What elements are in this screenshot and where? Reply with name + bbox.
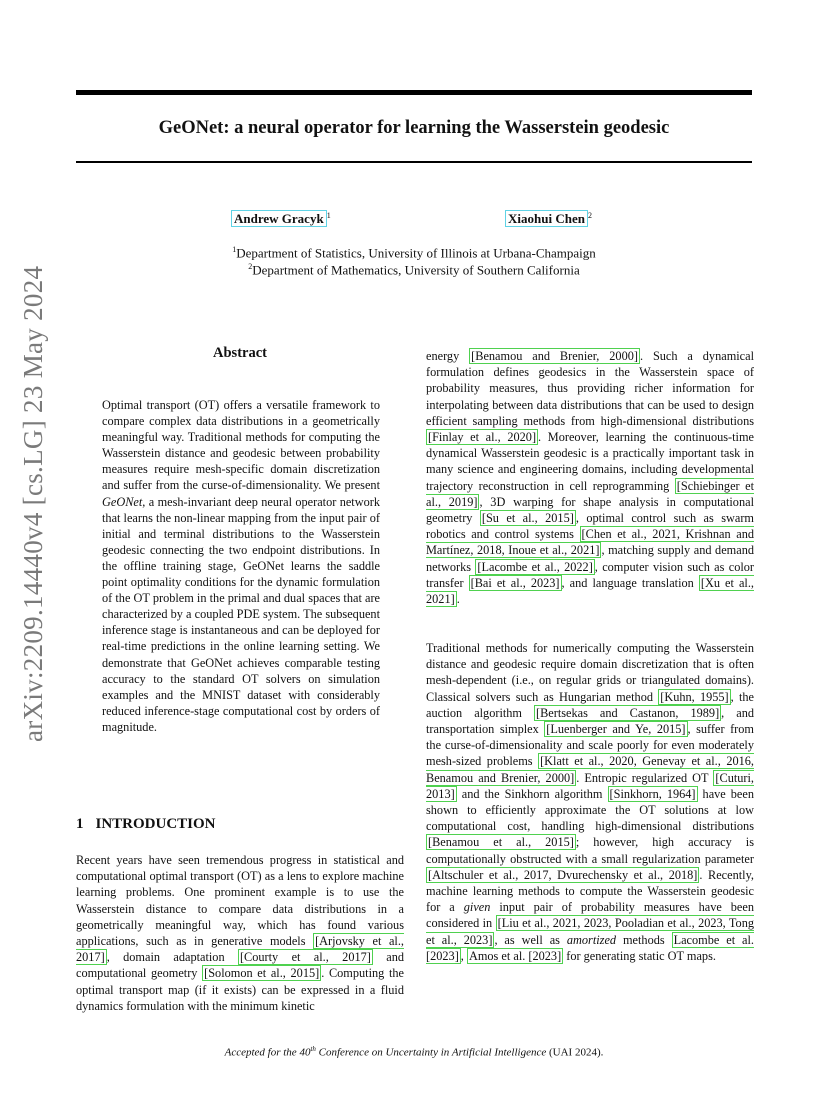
- citation-link[interactable]: [Xu et al., 2021]: [426, 575, 755, 607]
- citation-link[interactable]: [Bertsekas and Castanon, 1989]: [536, 705, 720, 720]
- intro-left-paragraph: Recent years have seen tremendous progress in statistical and computational optimal transport (OT) as a lens to explore machine learning problems. One prominent example is to use the Wasserstein distance to compare data distributions in a geometrically meaningful way, which has found various applications, such as in generative models [Arjovsky et al., 2017] , domain adaptation [Courty et al., 2017] and computational geometry [Solomon et al., 2015] . Computing the optimal transport map (if it exists) can be expressed in a fluid dynamics formulation with the minimum kinetic: [76, 853, 404, 1013]
- citation-link[interactable]: [Liu et al., 2021, 2023, Pooladian et al., 2023, Tong et al., 2023]: [426, 916, 754, 947]
- intro-right-paragraph-2: Traditional methods for numerically computing the Wasserstein distance and geodesic require domain discretization that is often mesh-dependent (i.e., on regular grids or triangulated domains). Classical solvers such as Hungarian method [Kuhn, 1955] , the auction algorithm [Bertsekas and Castanon, 1989] , and transportation simplex [Luenberger and Ye, 2015] , suffer from the curse-of-dimensionality and scale poorly for even moderately mesh-sized problems [Klatt et al., 2020, Genevay et al., 2016, Benamou and Brenier, 2000] . Entropic regularized OT [Cuturi, 2013] and the Sinkhorn algorithm [Sinkhorn, 1964] have been shown to efficiently approximate the OT solutions at low computational cost, handling high-dimensional distributions [Benamou et al., 2015] ; however, high accuracy is computationally obstructed with a small regularization parameter [Altschuler et al., 2017, Dvurechensky et al., 2018] . Recently, machine learning methods to compute the Wasserstein geodesic for a given input pair of probability measures have been considered in [Liu et al., 2021, 2023, Pooladian et al., 2023, Tong et al., 2023] , as well as amortized methods Lacombe et al. [2023] , Amos et al. [2023] for generating static OT maps.: [426, 641, 755, 963]
- citation-link[interactable]: [Su et al., 2015]: [481, 511, 574, 526]
- citation-link[interactable]: [Cuturi, 2013]: [426, 770, 755, 801]
- intro-right-paragraph-1: energy [Benamou and Brenier, 2000] . Such a dynamical formulation defines geodesics in the Wasserstein space of probability measures, thus providing richer information for interpolating between data distributions that can be used to design efficient sampling methods from high-dimensional distributions [Finlay et al., 2020] . Moreover, learning the continuous-time dynamical Wasserstein geodesic is a practically important task in many science and engineering domains, including developmental trajectory reconstruction in cell reprogramming [Schiebinger et al., 2019] , 3D warping for shape analysis in computational geometry [Su et al., 2015] , optimal control such as swarm robotics and control systems [Chen et al., 2021, Krishnan and Martínez, 2018, Inoue et al., 2021] , matching supply and demand networks [Lacombe et al., 2022] , computer vision such as color transfer [Bai et al., 2023] , and language translation [Xu et al., 2021] .: [426, 349, 755, 607]
- citation-link[interactable]: Lacombe et al. [2023]: [426, 932, 754, 963]
- citation-link[interactable]: Amos et al. [2023]: [468, 948, 562, 963]
- citation-link[interactable]: [Arjovsky et al., 2017]: [76, 934, 404, 965]
- author-name-link[interactable]: Andrew Gracyk: [231, 210, 327, 227]
- paper-title: GeONet: a neural operator for learning the Wasserstein geodesic: [158, 118, 670, 138]
- author-affil-mark: 2: [587, 211, 592, 220]
- citation-link[interactable]: [Benamou et al., 2015]: [428, 835, 574, 850]
- citation-link[interactable]: [Chen et al., 2021, Krishnan and Martínez, 2018, Inoue et al., 2021]: [426, 527, 754, 558]
- citation-link[interactable]: [Klatt et al., 2020, Genevay et al., 2016, Benamou and Brenier, 2000]: [426, 754, 754, 785]
- citation-link[interactable]: [Benamou and Brenier, 2000]: [471, 349, 638, 363]
- section-heading: 1 INTRODUCTION: [76, 816, 216, 832]
- conference-footer: Accepted for the 40th Conference on Uncertainty in Artificial Intelligence (UAI 2024).: [224, 1045, 604, 1059]
- citation-link[interactable]: [Luenberger and Ye, 2015]: [546, 722, 686, 737]
- arxiv-identifier: arXiv:2209.14440v4 [cs.LG] 23 May 2024: [18, 265, 48, 742]
- citation-link[interactable]: [Solomon et al., 2015]: [204, 966, 320, 981]
- citation-link[interactable]: [Altschuler et al., 2017, Dvurechensky et al., 2018]: [428, 867, 698, 882]
- affiliation-1: $^1$Department of Statistics, University of Illinois at Urbana-Champaign: [232, 245, 596, 261]
- citation-link[interactable]: [Finlay et al., 2020]: [428, 430, 537, 445]
- author-name-link[interactable]: Xiaohui Chen: [505, 210, 588, 227]
- author-2: [505, 211, 592, 227]
- affiliation-2: $^2$Department of Mathematics, University of Southern California: [248, 262, 580, 278]
- citation-link[interactable]: [Kuhn, 1955]: [660, 689, 729, 704]
- citation-link[interactable]: [Schiebinger et al., 2019]: [426, 478, 755, 509]
- author-1: [231, 211, 331, 227]
- title-top-rule: [76, 90, 752, 95]
- citation-link[interactable]: [Lacombe et al., 2022]: [477, 559, 593, 574]
- abstract-body: Optimal transport (OT) offers a versatile framework to compare complex data distributions in a geometrically meaningful way. Traditional methods for computing the Wasserstein distance and geodesic between probability measures require mesh-specific domain discretization and suffer from the curse-of-dimensionality. We present GeONet, a mesh-invariant deep neural operator network that learns the non-linear mapping from the input pair of initial and terminal distributions to the Wasserstein geodesic connecting the two endpoint distributions. In the offline training stage, GeONet learns the saddle point optimality conditions for the dynamic formulation of the OT problem in the primal and dual spaces that are characterized by a coupled PDE system. The subsequent inference stage is instantaneous and can be deployed for real-time predictions in the online learning setting. We demonstrate that GeONet achieves comparable testing accuracy to the standard OT solvers on simulation examples and the MNIST dataset with considerably reduced inference-stage computational cost by orders of magnitude.: [102, 398, 380, 734]
- author-affil-mark: 1: [326, 211, 331, 220]
- abstract-heading: Abstract: [213, 345, 267, 361]
- citation-link[interactable]: [Bai et al., 2023]: [470, 575, 560, 590]
- citation-link[interactable]: [Courty et al., 2017]: [239, 950, 371, 965]
- citation-link[interactable]: [Sinkhorn, 1964]: [609, 786, 696, 801]
- title-bottom-rule: [76, 161, 752, 163]
